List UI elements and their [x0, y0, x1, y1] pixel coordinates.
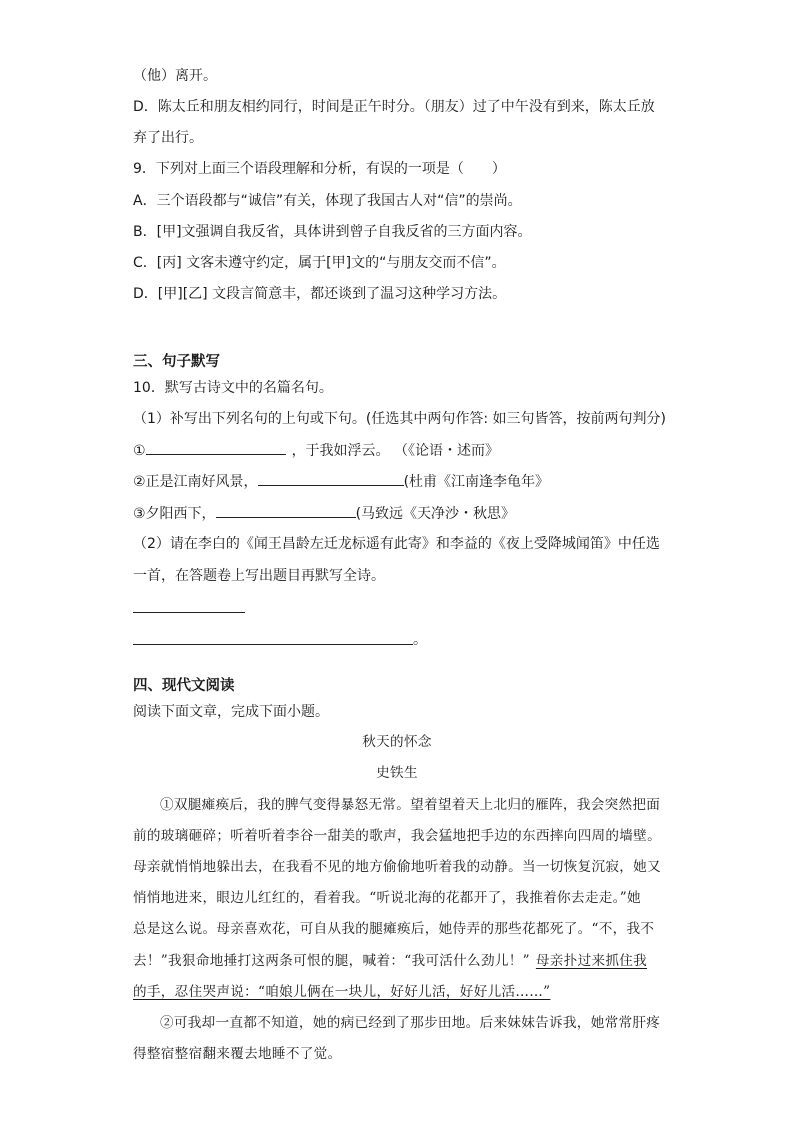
answer-end-mark: 。	[413, 632, 427, 648]
paragraph-1-line-1: ①双腿瘫痪后，我的脾气变得暴怒无常。望着望着天上北归的雁阵，我会突然把面	[160, 797, 661, 813]
paragraph-1-underlined-b: 的手，忍住哭声说：“咱娘儿俩在一块儿，好好儿活，好好儿活……”	[133, 984, 551, 1000]
answer-line-2[interactable]	[133, 644, 413, 645]
question-9-option-c: C．[丙] 文客未遵守约定，属于[甲]文的“与朋友交而不信”。	[133, 255, 506, 271]
fill-item-3-suffix: (马致远《天净沙・秋思》	[355, 506, 516, 522]
paragraph-1-line-4: 悄悄地进来，眼边儿红红的，看着我。“听说北海的花都开了，我推着你去走走。”她	[133, 890, 641, 906]
paragraph-2-line-2: 得整宿整宿翻来覆去地睡不了觉。	[133, 1046, 342, 1062]
article-author: 史铁生	[376, 765, 418, 781]
fill-item-3-prefix: ③夕阳西下，	[133, 506, 216, 522]
paragraph-1-line-5: 总是这么说。母亲喜欢花，可自从我的腿瘫痪后，她侍弄的那些花都死了。“不，我不	[133, 921, 655, 937]
question-9-option-d: D．[甲][乙] 文段言简意丰，都还谈到了温习这种学习方法。	[133, 286, 507, 302]
option-c-continuation: （他）离开。	[133, 68, 217, 84]
fill-item-1-suffix: ，于我如浮云。 （《论语・述而》	[291, 443, 500, 459]
reading-instruction: 阅读下面文章，完成下面小题。	[133, 704, 329, 720]
paragraph-2-line-1: ②可我却一直都不知道，她的病已经到了那步田地。后来妹妹告诉我，她常常肝疼	[160, 1015, 661, 1031]
fill-item-2-suffix: (杜甫《江南逢李龟年》	[403, 474, 550, 490]
question-9-option-a: A．三个语段都与“诚信”有关，体现了我国古人对“信”的崇尚。	[133, 193, 522, 209]
fill-item-1	[133, 440, 499, 461]
paragraph-1-underlined-a: 母亲扑过来抓住我	[535, 953, 648, 969]
paragraph-1-line-6-text: 去！”我狠命地捶打这两条可恨的腿，喊着：“我可活什么劲儿！”	[133, 953, 530, 969]
option-d-line-1: D．陈太丘和朋友相约同行，时间是正午时分。（朋友）过了中午没有到来，陈太丘放	[133, 99, 655, 115]
question-9-option-b: B．[甲]文强调自我反省，具体讲到曾子自我反省的三方面内容。	[133, 224, 532, 240]
paragraph-1-line-2: 前的玻璃砸碎；听着听着李谷一甜美的歌声，我会猛地把手边的东西摔向四周的墙壁。	[133, 828, 661, 844]
fill-item-3-blank[interactable]	[216, 503, 356, 518]
fill-item-3	[133, 503, 515, 524]
question-10-part-1: （1）补写出下列名句的上句或下句。(任选其中两句作答: 如三句皆答，按前两句判分)	[133, 411, 666, 427]
fill-item-2-blank[interactable]	[258, 471, 404, 486]
question-9-stem: 9．下列对上面三个语段理解和分析，有误的一项是（ ）	[133, 161, 506, 177]
question-10-part-2-line-2: 一首，在答题卷上写出题目再默写全诗。	[133, 568, 385, 584]
fill-item-2	[133, 471, 549, 492]
section-4-title: 四、现代文阅读	[133, 678, 235, 694]
article-title: 秋天的怀念	[362, 734, 432, 750]
option-d-line-2: 弃了出行。	[133, 130, 203, 146]
paragraph-1-line-3: 母亲就悄悄地躲出去，在我看不见的地方偷偷地听着我的动静。当一切恢复沉寂，她又	[133, 859, 661, 875]
fill-item-2-prefix: ②正是江南好风景，	[133, 474, 258, 490]
paragraph-1-line-6	[133, 952, 647, 970]
fill-item-1-blank[interactable]	[146, 440, 286, 455]
fill-item-1-prefix: ①	[133, 443, 146, 459]
section-3-title: 三、句子默写	[133, 354, 220, 370]
question-10-part-2-line-1: （2）请在李白的《闻王昌龄左迁龙标遥有此寄》和李益的《夜上受降城闻笛》中任选	[133, 536, 660, 552]
question-10-stem: 10．默写古诗文中的名篇名句。	[133, 380, 333, 396]
answer-line-1[interactable]	[133, 612, 245, 613]
